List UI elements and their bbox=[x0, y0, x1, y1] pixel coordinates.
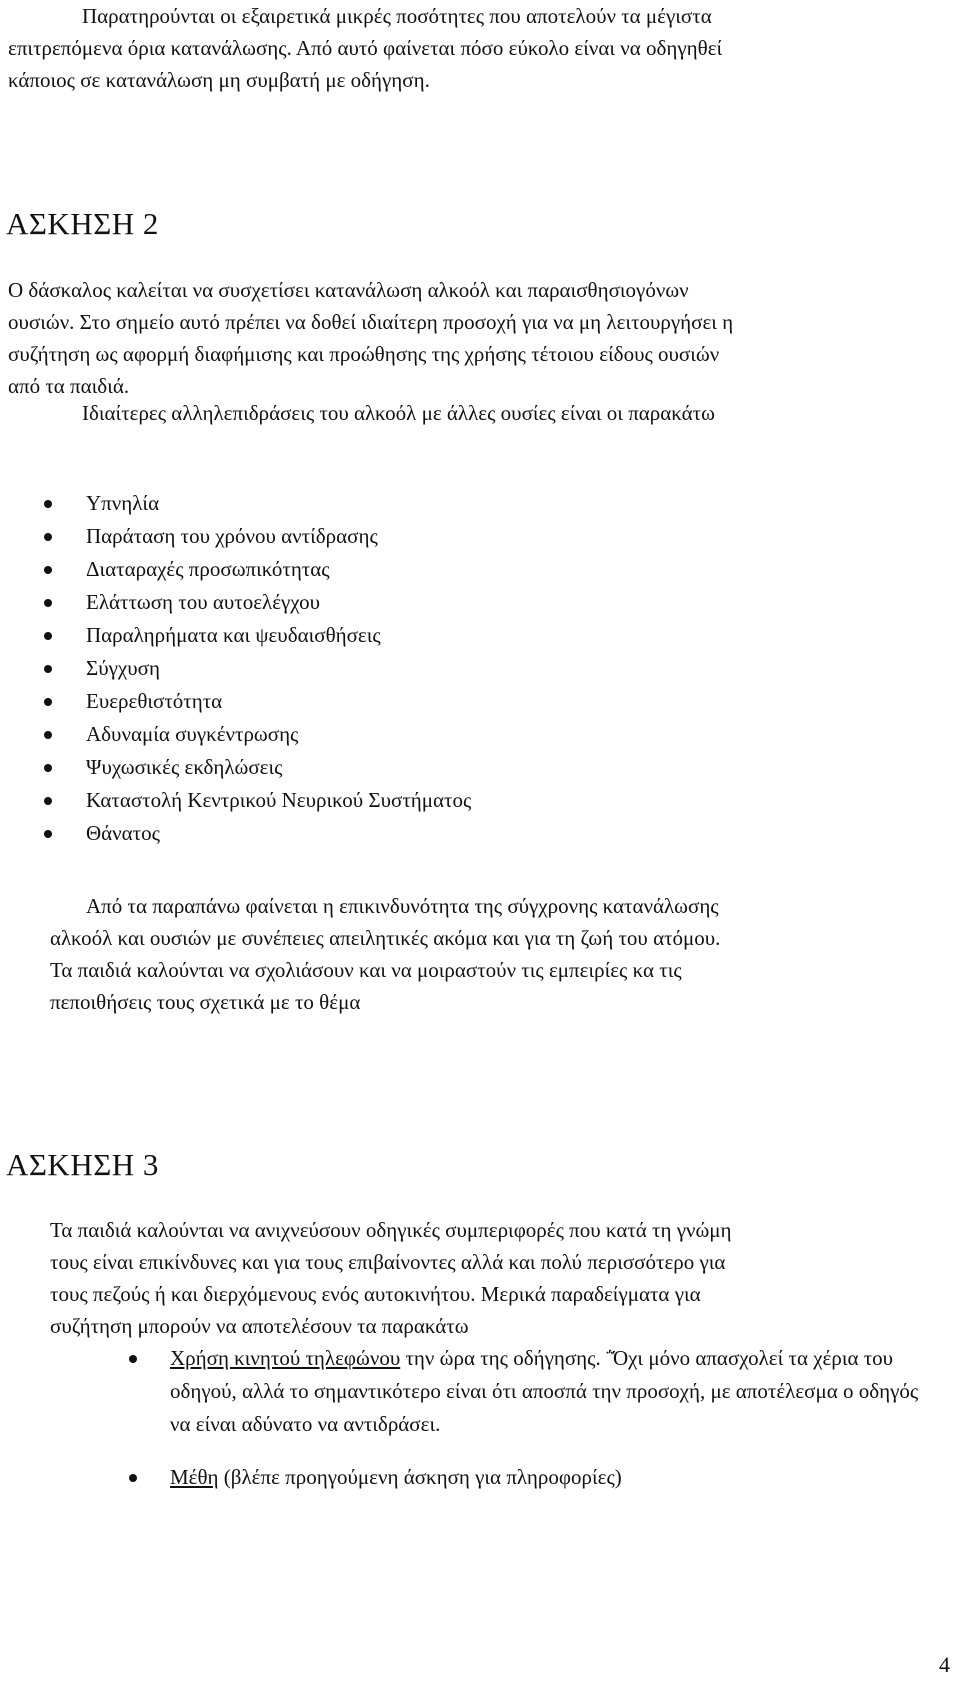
list-item: Ευερεθιστότητα bbox=[0, 685, 940, 718]
example-term: Χρήση κινητού τηλεφώνου bbox=[170, 1346, 401, 1370]
text-line: Ο δάσκαλος καλείται να συσχετίσει κατανάλωση αλκοόλ και παραισθησιογόνων bbox=[8, 278, 689, 302]
text-line: Παρατηρούνται οι εξαιρετικά μικρές ποσότητες που αποτελούν τα μέγιστα bbox=[82, 4, 712, 28]
text-line: από τα παιδιά. bbox=[8, 374, 130, 398]
text-line: πεποιθήσεις τους σχετικά με το θέμα bbox=[50, 990, 361, 1014]
bullet-icon bbox=[44, 665, 52, 673]
exercise-2-heading: ΑΣΚΗΣΗ 2 bbox=[6, 206, 159, 241]
bullet-icon bbox=[44, 632, 52, 640]
bullet-icon bbox=[44, 500, 52, 508]
effects-list bbox=[0, 487, 940, 850]
text-line: επιτρεπόμενα όρια κατανάλωσης. Από αυτό φαίνεται πόσο εύκολο είναι να οδηγηθεί bbox=[8, 36, 723, 60]
example-term: Μέθη bbox=[170, 1465, 219, 1489]
text-line: Από τα παραπάνω φαίνεται η επικινδυνότητα της σύγχρονης κατανάλωσης bbox=[86, 894, 719, 918]
bullet-icon bbox=[44, 731, 52, 739]
bullet-icon bbox=[44, 830, 52, 838]
text-line: κάποιος σε κατανάλωση μη συμβατή με οδήγηση. bbox=[8, 68, 430, 92]
list-item: Παραληρήματα και ψευδαισθήσεις bbox=[0, 619, 940, 652]
example-text: (βλέπε προηγούμενη άσκηση για πληροφορίες) bbox=[218, 1465, 622, 1489]
examples-list bbox=[0, 1342, 940, 1494]
example-text: την ώρα της οδήγησης. ΅Όχι μόνο απασχολεί τα χέρια του οδηγού, αλλά το σημαντικότερο είναι ότι αποσπά την προσοχή, με αποτέλεσμα ο οδηγός να είναι αδύνατο να αντιδράσει. bbox=[170, 1346, 919, 1436]
text-line: τους πεζούς ή και διερχόμενους ενός αυτοκινήτου. Μερικά παραδείγματα για bbox=[50, 1282, 701, 1306]
list-item: Ψυχωσικές εκδηλώσεις bbox=[0, 751, 940, 784]
interactions-intro: Ιδιαίτερες αλληλεπιδράσεις του αλκοόλ με άλλες ουσίες είναι οι παρακάτω bbox=[82, 401, 715, 425]
text-line: Τα παιδιά καλούνται να ανιχνεύσουν οδηγικές συμπεριφορές που κατά τη γνώμη bbox=[50, 1218, 732, 1242]
bullet-icon bbox=[44, 698, 52, 706]
bullet-icon bbox=[44, 599, 52, 607]
list-item bbox=[0, 1461, 940, 1494]
bullet-icon bbox=[129, 1474, 137, 1482]
text-line: συζήτηση μπορούν να αποτελέσουν τα παρακάτω bbox=[50, 1314, 469, 1338]
list-item: Σύγχυση bbox=[0, 652, 940, 685]
bullet-icon bbox=[44, 566, 52, 574]
text-line: συζήτηση ως αφορμή διαφήμισης και προώθησης της χρήσης τέτοιου είδους ουσιών bbox=[8, 342, 720, 366]
list-item: Καταστολή Κεντρικού Νευρικού Συστήματος bbox=[0, 784, 940, 817]
text-line: ουσιών. Στο σημείο αυτό πρέπει να δοθεί ιδιαίτερη προσοχή για να μη λειτουργήσει η bbox=[8, 310, 734, 334]
text-line: Τα παιδιά καλούνται να σχολιάσουν και να μοιραστούν τις εμπειρίες κα τις bbox=[50, 958, 682, 982]
exercise-3-heading: ΑΣΚΗΣΗ 3 bbox=[6, 1147, 159, 1182]
page-number: 4 bbox=[939, 1652, 950, 1677]
bullet-icon bbox=[44, 797, 52, 805]
list-item: Διαταραχές προσωπικότητας bbox=[0, 553, 940, 586]
bullet-icon bbox=[44, 533, 52, 541]
bullet-icon bbox=[44, 764, 52, 772]
list-item: Παράταση του χρόνου αντίδρασης bbox=[0, 520, 940, 553]
list-item: Υπνηλία bbox=[0, 487, 940, 520]
text-line: τους είναι επικίνδυνες και για τους επιβαίνοντες αλλά και πολύ περισσότερο για bbox=[50, 1250, 726, 1274]
list-item: Αδυναμία συγκέντρωσης bbox=[0, 718, 940, 751]
bullet-icon bbox=[129, 1355, 137, 1363]
text-line: αλκοόλ και ουσιών με συνέπειες απειλητικές ακόμα και για τη ζωή του ατόμου. bbox=[50, 926, 721, 950]
list-item: Ελάττωση του αυτοελέγχου bbox=[0, 586, 940, 619]
list-item bbox=[0, 1342, 940, 1441]
list-item: Θάνατος bbox=[0, 817, 940, 850]
